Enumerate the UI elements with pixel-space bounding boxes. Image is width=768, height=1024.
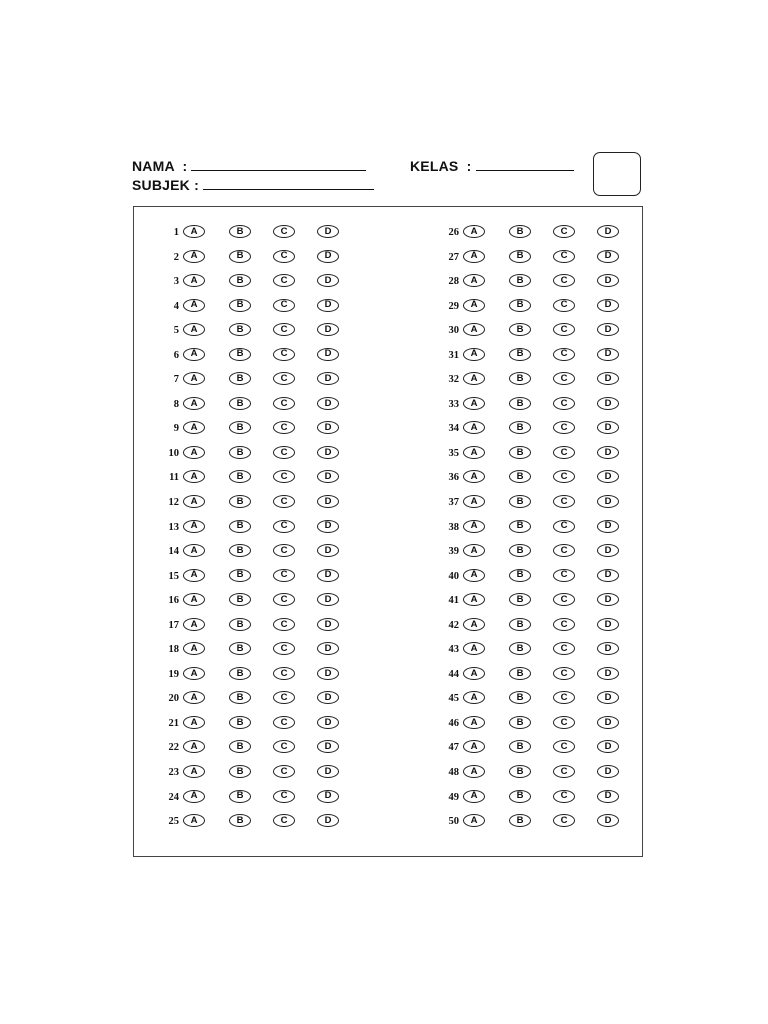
answer-bubble-d[interactable]: D: [317, 691, 339, 704]
answer-bubble-d[interactable]: D: [317, 323, 339, 336]
answer-bubble-a[interactable]: A: [463, 323, 485, 336]
answer-bubble-a[interactable]: A: [183, 520, 205, 533]
answer-bubble-c[interactable]: C: [273, 470, 295, 483]
answer-bubble-c[interactable]: C: [273, 790, 295, 803]
answer-bubble-a[interactable]: A: [183, 740, 205, 753]
answer-bubble-c[interactable]: C: [273, 250, 295, 263]
answer-bubble-b[interactable]: B: [509, 765, 531, 778]
answer-bubble-d[interactable]: D: [317, 397, 339, 410]
answer-bubble-d[interactable]: D: [597, 740, 619, 753]
answer-bubble-b[interactable]: B: [229, 642, 251, 655]
answer-bubble-d[interactable]: D: [597, 667, 619, 680]
answer-bubble-b[interactable]: B: [509, 691, 531, 704]
answer-bubble-c[interactable]: C: [553, 790, 575, 803]
answer-bubble-d[interactable]: D: [317, 446, 339, 459]
answer-bubble-a[interactable]: A: [463, 765, 485, 778]
answer-bubble-a[interactable]: A: [183, 299, 205, 312]
answer-bubble-b[interactable]: B: [509, 716, 531, 729]
answer-bubble-d[interactable]: D: [317, 520, 339, 533]
answer-bubble-a[interactable]: A: [183, 814, 205, 827]
answer-bubble-d[interactable]: D: [317, 765, 339, 778]
question-number: 15: [168, 570, 179, 582]
answer-bubble-d[interactable]: D: [317, 667, 339, 680]
question-number: 28: [448, 276, 459, 288]
answer-bubble-a[interactable]: A: [463, 544, 485, 557]
answer-bubble-c[interactable]: C: [553, 446, 575, 459]
answer-bubble-c[interactable]: C: [553, 814, 575, 827]
answer-bubble-d[interactable]: D: [597, 716, 619, 729]
answer-bubble-d[interactable]: D: [597, 790, 619, 803]
answer-bubble-d[interactable]: D: [317, 740, 339, 753]
question-number: 46: [448, 717, 459, 729]
answer-bubble-a[interactable]: A: [463, 372, 485, 385]
question-number: 26: [448, 227, 459, 238]
answer-bubble-a[interactable]: A: [463, 348, 485, 361]
answer-bubble-d[interactable]: D: [317, 470, 339, 483]
answer-bubble-c[interactable]: C: [553, 299, 575, 312]
answer-bubble-b[interactable]: B: [229, 667, 251, 680]
answer-bubble-c[interactable]: C: [553, 323, 575, 336]
answer-bubble-a[interactable]: A: [183, 225, 205, 238]
answer-bubble-d[interactable]: D: [317, 495, 339, 508]
question-number: 16: [168, 595, 179, 607]
answer-bubble-a[interactable]: A: [183, 323, 205, 336]
question-number: 21: [168, 717, 179, 729]
answer-bubble-b[interactable]: B: [229, 470, 251, 483]
answer-bubble-b[interactable]: B: [229, 618, 251, 631]
answer-bubble-a[interactable]: A: [183, 274, 205, 287]
answer-bubble-b[interactable]: B: [509, 225, 531, 238]
question-number: 10: [168, 447, 179, 459]
answer-bubble-a[interactable]: A: [463, 569, 485, 582]
answer-bubble-a[interactable]: A: [463, 790, 485, 803]
answer-bubble-a[interactable]: A: [463, 495, 485, 508]
answer-bubble-d[interactable]: D: [597, 470, 619, 483]
subjek-label: SUBJEK :: [132, 177, 199, 193]
answer-bubble-b[interactable]: B: [509, 618, 531, 631]
answer-bubble-d[interactable]: D: [317, 814, 339, 827]
answer-bubble-c[interactable]: C: [273, 642, 295, 655]
answer-bubble-c[interactable]: C: [553, 691, 575, 704]
nama-field[interactable]: [191, 158, 366, 171]
nama-row: [132, 158, 366, 174]
answer-bubble-c[interactable]: C: [553, 225, 575, 238]
answer-bubble-d[interactable]: D: [597, 372, 619, 385]
answer-bubble-d[interactable]: D: [597, 323, 619, 336]
answer-bubble-b[interactable]: B: [229, 299, 251, 312]
question-number: 23: [168, 767, 179, 779]
answer-bubble-d[interactable]: D: [317, 372, 339, 385]
answer-bubble-c[interactable]: C: [273, 397, 295, 410]
score-box[interactable]: [593, 152, 641, 196]
answer-bubble-b[interactable]: B: [229, 814, 251, 827]
answer-bubble-b[interactable]: B: [509, 814, 531, 827]
answer-bubble-d[interactable]: D: [597, 225, 619, 238]
answer-bubble-a[interactable]: A: [183, 348, 205, 361]
answer-bubble-b[interactable]: B: [229, 716, 251, 729]
answer-bubble-d[interactable]: D: [317, 348, 339, 361]
answer-bubble-b[interactable]: B: [229, 593, 251, 606]
answer-bubble-a[interactable]: A: [183, 765, 205, 778]
answer-bubble-a[interactable]: A: [463, 618, 485, 631]
answer-bubble-a[interactable]: A: [463, 397, 485, 410]
answer-bubble-d[interactable]: D: [597, 274, 619, 287]
answer-bubble-a[interactable]: A: [463, 814, 485, 827]
question-number: 45: [448, 693, 459, 705]
answer-bubble-b[interactable]: B: [509, 569, 531, 582]
question-number: 30: [448, 325, 459, 337]
subjek-field[interactable]: [203, 177, 374, 190]
answer-bubble-c[interactable]: C: [553, 544, 575, 557]
answer-bubble-d[interactable]: D: [597, 642, 619, 655]
answer-bubble-a[interactable]: A: [463, 421, 485, 434]
answer-bubble-a[interactable]: A: [463, 642, 485, 655]
answer-bubble-b[interactable]: B: [229, 348, 251, 361]
answer-bubble-c[interactable]: C: [553, 470, 575, 483]
answer-bubble-b[interactable]: B: [229, 544, 251, 557]
answer-bubble-c[interactable]: C: [553, 348, 575, 361]
answer-bubble-b[interactable]: B: [509, 667, 531, 680]
kelas-field[interactable]: [476, 158, 574, 171]
answer-bubble-b[interactable]: B: [229, 765, 251, 778]
answer-bubble-d[interactable]: D: [317, 225, 339, 238]
question-number: 39: [448, 546, 459, 558]
question-number: 42: [448, 619, 459, 631]
question-number: 32: [448, 374, 459, 386]
answer-bubble-d[interactable]: D: [317, 274, 339, 287]
answer-bubble-a[interactable]: A: [463, 740, 485, 753]
answer-bubble-b[interactable]: B: [509, 642, 531, 655]
question-number: 31: [448, 349, 459, 361]
answer-bubble-d[interactable]: D: [597, 691, 619, 704]
answer-bubble-d[interactable]: D: [597, 397, 619, 410]
answer-bubble-c[interactable]: C: [273, 765, 295, 778]
question-number: 34: [448, 423, 459, 435]
answer-bubble-a[interactable]: A: [463, 593, 485, 606]
question-number: 37: [448, 497, 459, 509]
answer-bubble-b[interactable]: B: [229, 740, 251, 753]
question-number: 14: [168, 546, 179, 558]
answer-bubble-c[interactable]: C: [553, 520, 575, 533]
answer-bubble-c[interactable]: C: [553, 765, 575, 778]
answer-bubble-a[interactable]: A: [463, 225, 485, 238]
answer-bubble-c[interactable]: C: [553, 569, 575, 582]
answer-bubble-c[interactable]: C: [273, 372, 295, 385]
answer-bubble-c[interactable]: C: [553, 421, 575, 434]
question-number: 3: [173, 276, 179, 288]
answer-bubble-b[interactable]: B: [229, 421, 251, 434]
answer-bubble-a[interactable]: A: [183, 421, 205, 434]
question-number: 41: [448, 595, 459, 607]
answer-bubble-a[interactable]: A: [183, 446, 205, 459]
answer-bubble-a[interactable]: A: [183, 593, 205, 606]
answer-bubble-d[interactable]: D: [597, 250, 619, 263]
question-number: 47: [448, 742, 459, 754]
answer-bubble-b[interactable]: B: [509, 348, 531, 361]
answer-bubble-a[interactable]: A: [463, 667, 485, 680]
answer-bubble-b[interactable]: B: [509, 446, 531, 459]
answer-bubble-b[interactable]: B: [509, 323, 531, 336]
answer-bubble-a[interactable]: A: [183, 716, 205, 729]
answer-bubble-d[interactable]: D: [597, 446, 619, 459]
sheet-header: [132, 155, 652, 200]
answer-bubble-c[interactable]: C: [273, 495, 295, 508]
question-number: 4: [173, 300, 179, 312]
answer-bubble-b[interactable]: B: [509, 593, 531, 606]
answer-bubble-a[interactable]: A: [183, 642, 205, 655]
answer-bubble-b[interactable]: B: [509, 470, 531, 483]
question-number: 48: [448, 767, 459, 779]
answer-bubble-c[interactable]: C: [273, 667, 295, 680]
question-number: 29: [448, 300, 459, 312]
subjek-row: [132, 177, 374, 193]
question-number: 5: [173, 325, 179, 337]
question-number: 11: [169, 472, 179, 484]
question-number: 27: [448, 251, 459, 263]
question-number: 20: [168, 693, 179, 705]
answer-bubble-b[interactable]: B: [509, 495, 531, 508]
kelas-label: KELAS :: [410, 158, 472, 174]
answer-bubble-a[interactable]: A: [183, 250, 205, 263]
answer-bubble-a[interactable]: A: [183, 470, 205, 483]
answer-bubble-b[interactable]: B: [509, 274, 531, 287]
question-number: 9: [173, 423, 179, 435]
question-number: 18: [168, 644, 179, 656]
answer-bubble-c[interactable]: C: [553, 716, 575, 729]
answer-bubble-c[interactable]: C: [273, 569, 295, 582]
answer-bubble-d[interactable]: D: [597, 299, 619, 312]
answer-bubble-b[interactable]: B: [229, 225, 251, 238]
answer-bubble-c[interactable]: C: [273, 691, 295, 704]
question-number: 13: [168, 521, 179, 533]
answer-bubble-d[interactable]: D: [597, 495, 619, 508]
answer-bubble-b[interactable]: B: [229, 323, 251, 336]
question-number: 12: [168, 497, 179, 509]
question-number: 6: [173, 349, 179, 361]
answer-bubble-b[interactable]: B: [509, 421, 531, 434]
answer-bubble-c[interactable]: C: [273, 593, 295, 606]
question-number: 35: [448, 447, 459, 459]
answer-bubble-b[interactable]: B: [509, 740, 531, 753]
answer-bubble-a[interactable]: A: [463, 274, 485, 287]
question-number: 17: [168, 619, 179, 631]
answer-bubble-c[interactable]: C: [273, 421, 295, 434]
answer-bubble-d[interactable]: D: [317, 299, 339, 312]
answer-bubble-d[interactable]: D: [597, 544, 619, 557]
answer-bubble-c[interactable]: C: [553, 642, 575, 655]
answer-bubble-d[interactable]: D: [317, 250, 339, 263]
answer-bubble-d[interactable]: D: [597, 348, 619, 361]
answer-bubble-d[interactable]: D: [317, 642, 339, 655]
answer-bubble-a[interactable]: A: [183, 372, 205, 385]
question-number: 8: [173, 398, 179, 410]
answer-bubble-c[interactable]: C: [553, 397, 575, 410]
answer-bubble-d[interactable]: D: [317, 421, 339, 434]
answer-bubble-d[interactable]: D: [597, 593, 619, 606]
answer-bubble-a[interactable]: A: [183, 397, 205, 410]
answer-bubble-b[interactable]: B: [229, 446, 251, 459]
answer-bubble-d[interactable]: D: [317, 544, 339, 557]
answer-bubble-c[interactable]: C: [553, 740, 575, 753]
answer-bubble-b[interactable]: B: [509, 372, 531, 385]
question-number: 43: [448, 644, 459, 656]
answer-bubble-b[interactable]: B: [229, 372, 251, 385]
answer-bubble-d[interactable]: D: [317, 593, 339, 606]
answer-bubble-a[interactable]: A: [183, 790, 205, 803]
answer-bubble-c[interactable]: C: [553, 372, 575, 385]
answer-bubble-d[interactable]: D: [597, 618, 619, 631]
answer-bubble-d[interactable]: D: [597, 421, 619, 434]
question-number: 38: [448, 521, 459, 533]
question-number: 36: [448, 472, 459, 484]
answer-bubble-b[interactable]: B: [229, 569, 251, 582]
answer-bubble-b[interactable]: B: [509, 397, 531, 410]
question-number: 50: [448, 816, 459, 828]
answer-bubble-d[interactable]: D: [597, 814, 619, 827]
answer-bubble-b[interactable]: B: [229, 397, 251, 410]
answer-bubble-c[interactable]: C: [273, 618, 295, 631]
question-number: 49: [448, 791, 459, 803]
answer-bubble-c[interactable]: C: [273, 225, 295, 238]
answer-bubble-c[interactable]: C: [273, 299, 295, 312]
answer-bubble-b[interactable]: B: [229, 790, 251, 803]
answer-bubble-c[interactable]: C: [553, 495, 575, 508]
answer-bubble-c[interactable]: C: [553, 618, 575, 631]
nama-label: NAMA :: [132, 158, 188, 174]
answer-bubble-b[interactable]: B: [229, 274, 251, 287]
answer-bubble-c[interactable]: C: [273, 446, 295, 459]
answer-bubble-b[interactable]: B: [509, 790, 531, 803]
answer-sheet: [133, 206, 643, 857]
answer-bubble-b[interactable]: B: [229, 691, 251, 704]
answer-bubble-d[interactable]: D: [317, 790, 339, 803]
answer-bubble-b[interactable]: B: [509, 544, 531, 557]
question-number: 33: [448, 398, 459, 410]
answer-bubble-a[interactable]: A: [463, 250, 485, 263]
question-number: 2: [173, 251, 179, 263]
answer-bubble-a[interactable]: A: [463, 716, 485, 729]
answer-bubble-c[interactable]: C: [273, 520, 295, 533]
question-number: 22: [168, 742, 179, 754]
question-number: 40: [448, 570, 459, 582]
question-number: 7: [173, 374, 179, 386]
answer-bubble-c[interactable]: C: [273, 323, 295, 336]
question-number: 44: [448, 668, 459, 680]
answer-bubble-b[interactable]: B: [509, 520, 531, 533]
answer-bubble-a[interactable]: A: [183, 667, 205, 680]
answer-bubble-c[interactable]: C: [553, 250, 575, 263]
answer-bubble-c[interactable]: C: [273, 274, 295, 287]
answer-bubble-c[interactable]: C: [273, 348, 295, 361]
answer-bubble-a[interactable]: A: [183, 569, 205, 582]
answer-bubble-d[interactable]: D: [317, 618, 339, 631]
answer-bubble-d[interactable]: D: [597, 569, 619, 582]
answer-bubble-a[interactable]: A: [183, 618, 205, 631]
answer-bubble-a[interactable]: A: [463, 520, 485, 533]
question-number: 1: [173, 227, 179, 238]
answer-bubble-d[interactable]: D: [597, 765, 619, 778]
answer-bubble-c[interactable]: C: [273, 544, 295, 557]
answer-bubble-b[interactable]: B: [509, 250, 531, 263]
answer-bubble-b[interactable]: B: [229, 250, 251, 263]
answer-bubble-d[interactable]: D: [317, 569, 339, 582]
answer-bubble-c[interactable]: C: [553, 274, 575, 287]
question-number: 25: [168, 816, 179, 828]
answer-bubble-a[interactable]: A: [183, 691, 205, 704]
answer-bubble-a[interactable]: A: [463, 691, 485, 704]
answer-bubble-a[interactable]: A: [183, 544, 205, 557]
answer-bubble-b[interactable]: B: [509, 299, 531, 312]
answer-bubble-b[interactable]: B: [229, 520, 251, 533]
answer-bubble-c[interactable]: C: [553, 667, 575, 680]
answer-bubble-d[interactable]: D: [317, 716, 339, 729]
answer-bubble-a[interactable]: A: [463, 446, 485, 459]
answer-bubble-c[interactable]: C: [273, 814, 295, 827]
answer-bubble-c[interactable]: C: [553, 593, 575, 606]
answer-bubble-a[interactable]: A: [463, 299, 485, 312]
question-number: 19: [168, 668, 179, 680]
answer-bubble-a[interactable]: A: [183, 495, 205, 508]
question-number: 24: [168, 791, 179, 803]
kelas-row: [410, 158, 574, 174]
answer-bubble-d[interactable]: D: [597, 520, 619, 533]
answer-bubble-c[interactable]: C: [273, 716, 295, 729]
answer-bubble-c[interactable]: C: [273, 740, 295, 753]
answer-bubble-b[interactable]: B: [229, 495, 251, 508]
answer-bubble-a[interactable]: A: [463, 470, 485, 483]
